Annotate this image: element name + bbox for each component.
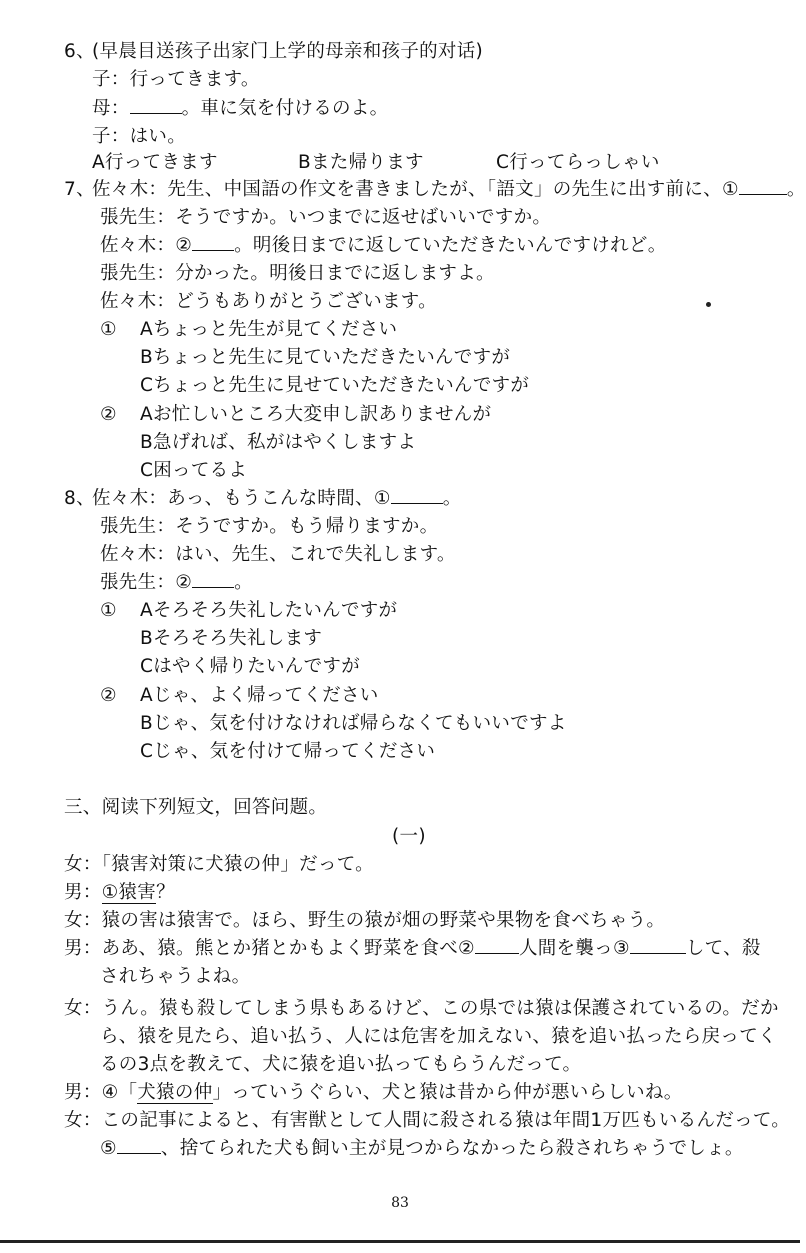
q6-option-c: C行ってらっしゃい xyxy=(496,152,660,173)
q7-line-3 xyxy=(100,234,667,258)
q6-option-a: A行ってきます xyxy=(92,152,218,173)
q7-choice-1-a-text: Aちょっと先生が見てください xyxy=(140,319,398,340)
q7-line-5: 佐々木：どうもありがとうございます。 xyxy=(100,291,437,312)
dialogue-line-4-end: して、殺 xyxy=(685,938,761,959)
q7-choice-1-mark: ① xyxy=(100,319,117,340)
q7-choice-2-mark: ② xyxy=(100,404,117,425)
dialogue-line-4 xyxy=(64,937,761,961)
q8-line-1-end: 。 xyxy=(442,488,462,509)
q7-blank-2 xyxy=(192,234,234,251)
q8-choice-1-a xyxy=(100,599,397,623)
q7-choice-1-b: Bちょっと先生に見ていただきたいんですが xyxy=(140,347,511,368)
dialogue-line-1: 女：「猿害対策に犬猿の仲」だって。 xyxy=(64,854,374,875)
page-number: 83 xyxy=(391,1195,409,1211)
q8-line-1-text: 佐々木：あっ、もうこんな時間、① xyxy=(92,488,391,509)
dialogue-line-7: るの3点を教えて、犬に猿を追い払ってもらうんだって。 xyxy=(100,1054,582,1075)
q8-choice-2-a xyxy=(100,684,379,708)
q7-choice-2-a-text: Aお忙しいところ大変申し訳ありませんが xyxy=(140,404,492,425)
q8-choice-2-mark: ② xyxy=(100,685,117,706)
q8-line-3: 佐々木：はい、先生、これで失礼します。 xyxy=(100,544,456,565)
q6-blank xyxy=(130,97,182,114)
q7-line-3-text: 。明後日までに返していただきたいんですけれど。 xyxy=(234,235,667,256)
dialogue-blank-3 xyxy=(630,937,686,954)
dialogue-line-6: ら、猿を見たら、追い払う、人には危害を加えない、猿を追い払ったら戻ってく xyxy=(100,1026,777,1047)
q8-blank-2 xyxy=(192,571,234,588)
q6-context xyxy=(64,40,483,64)
q8-line-4-end: 。 xyxy=(234,572,253,593)
dialogue-line-5: 女：うん。猿も殺してしまう県もあるけど、この県では猿は保護されているの。だか xyxy=(64,998,779,1019)
q8-choice-2-c: Cじゃ、気を付けて帰ってください xyxy=(140,741,436,762)
q8-number: 8、 xyxy=(64,488,95,509)
q8-line-4-speaker: 張先生：② xyxy=(100,572,193,593)
q7-number: 7、 xyxy=(64,179,95,200)
q7-line-1-end: 。 xyxy=(786,179,806,200)
dialogue-line-10-mark: ⑤ xyxy=(100,1138,117,1159)
dialogue-line-3: 女：猿の害は猿害で。ほら、野生の猿が畑の野菜や果物を食べちゃう。 xyxy=(64,910,666,931)
q6-line-2 xyxy=(92,97,388,121)
dialogue-line-9: 女：この記事によると、有害獣として人間に殺される猿は年間1万匹もいるんだって。 xyxy=(64,1110,791,1131)
q7-choice-2-c: C困ってるよ xyxy=(140,460,248,481)
q7-choice-1-a xyxy=(100,318,397,342)
bottom-edge-rule xyxy=(0,1240,800,1243)
q7-choice-2-b: B急げれば、私がはやくしますよ xyxy=(140,432,417,453)
dialogue-line-8-underlined: 犬猿の仲 xyxy=(137,1082,213,1103)
q6-line-1: 子：行ってきます。 xyxy=(92,69,260,90)
q8-line-1 xyxy=(64,487,462,511)
q6-number: 6、 xyxy=(64,41,95,62)
dialogue-line-2 xyxy=(64,881,175,905)
q8-choice-1-a-text: Aそろそろ失礼したいんですが xyxy=(140,600,398,621)
q6-speaker: 母： xyxy=(92,98,130,119)
dialogue-line-4-cont: されちゃうよね。 xyxy=(100,966,251,987)
dialogue-line-2-underlined: ①猿害 xyxy=(101,882,157,903)
dialogue-line-8 xyxy=(64,1081,683,1105)
q8-choice-2-a-text: Aじゃ、よく帰ってください xyxy=(140,685,379,706)
q7-line-3-speaker: 佐々木：② xyxy=(100,235,193,256)
q6-option-b: Bまた帰ります xyxy=(298,152,424,173)
q8-blank-1 xyxy=(391,487,443,504)
q6-line-2-text: 。車に気を付けるのよ。 xyxy=(181,98,389,119)
q8-choice-1-mark: ① xyxy=(100,600,117,621)
q7-line-4: 張先生：分かった。明後日までに返しますよ。 xyxy=(100,263,495,284)
dialogue-blank-5 xyxy=(117,1137,161,1154)
dialogue-line-10 xyxy=(100,1137,744,1161)
q7-choice-2-a xyxy=(100,403,491,427)
q7-choice-1-c: Cちょっと先生に見せていただきたいんですが xyxy=(140,375,530,396)
scan-speck xyxy=(706,302,711,307)
section-3-subheading: (一) xyxy=(392,826,426,847)
q7-blank-1 xyxy=(739,178,787,195)
section-3-heading: 三、阅读下列短文，回答问题。 xyxy=(64,797,328,818)
dialogue-line-10-text: 、捨てられた犬も飼い主が見つからなかったら殺されちゃうでしょ。 xyxy=(160,1138,744,1159)
q7-line-1-text: 佐々木：先生、中国語の作文を書きましたが、「語文」の先生に出す前に、① xyxy=(92,179,739,200)
dialogue-line-4-mid: 人間を襲っ③ xyxy=(518,938,630,959)
q6-line-3: 子：はい。 xyxy=(92,126,187,147)
q8-choice-1-c: Cはやく帰りたいんですが xyxy=(140,656,361,677)
q6-context-text: (早晨目送孩子出家门上学的母亲和孩子的对话) xyxy=(92,41,484,62)
dialogue-line-2-end: ？ xyxy=(156,882,175,903)
q7-line-1 xyxy=(64,178,806,202)
dialogue-line-4-text: 男：ああ、猿。熊とか猪とかもよく野菜を食べ② xyxy=(64,938,475,959)
q7-line-2: 張先生：そうですか。いつまでに返せばいいですか。 xyxy=(100,207,552,228)
q8-choice-2-b: Bじゃ、気を付けなければ帰らなくてもいいですよ xyxy=(140,713,567,734)
q8-choice-1-b: Bそろそろ失礼します xyxy=(140,628,323,649)
dialogue-line-2-speaker: 男： xyxy=(64,882,102,903)
q8-line-2: 張先生：そうですか。もう帰りますか。 xyxy=(100,516,439,537)
dialogue-blank-2 xyxy=(475,937,519,954)
dialogue-line-8-speaker: 男：④「 xyxy=(64,1082,138,1103)
q8-line-4 xyxy=(100,571,253,595)
dialogue-line-8-text: 」っていうぐらい、犬と猿は昔から仲が悪いらしいね。 xyxy=(212,1082,683,1103)
